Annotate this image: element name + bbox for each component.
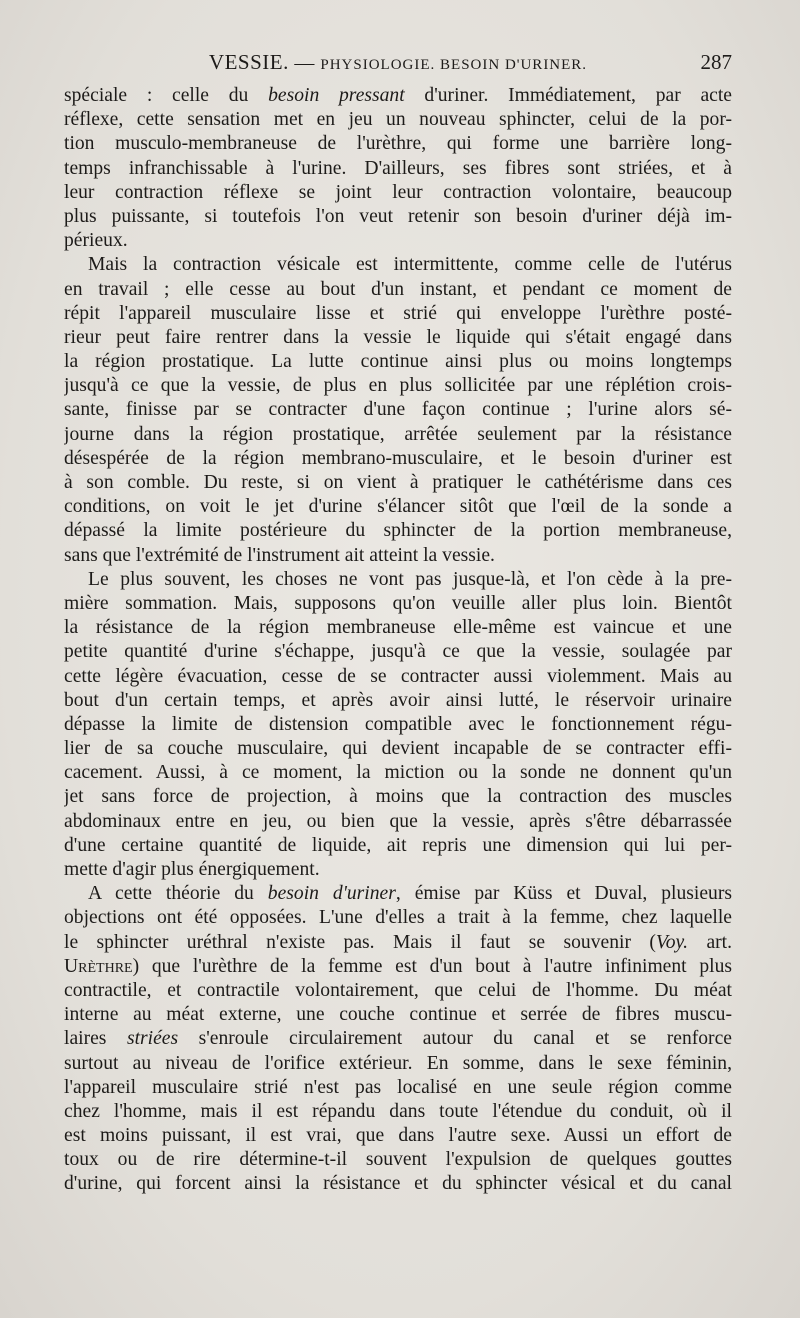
- text-line: conditions, on voit le jet d'urine s'élancer sitôt que l'œil de la sonde a: [64, 496, 732, 518]
- text-line: dépasse la limite de distension compatible avec le fonctionnement régu-: [64, 713, 732, 735]
- text-line: laires striées s'enroule circulairement autour du canal et se renforce: [64, 1028, 732, 1050]
- text-line: sans que l'extrémité de l'instrument ait atteint la vessie.: [64, 544, 495, 566]
- text-line: Urèthre) que l'urèthre de la femme est d'un bout à l'autre infiniment plus: [64, 955, 732, 977]
- text-line: désespérée de la région membrano-musculaire, et le besoin d'uriner est: [64, 447, 732, 469]
- text-line: rieur peut faire rentrer dans la vessie le liquide qui s'était engagé dans: [64, 326, 732, 348]
- text-line: lier de sa couche musculaire, qui devient incapable de se contracter effi-: [64, 738, 732, 760]
- text-line: Le plus souvent, les choses ne vont pas jusque-là, et l'on cède à la pre-: [88, 568, 732, 590]
- text-line: mière sommation. Mais, supposons qu'on veuille aller plus loin. Bientôt: [64, 592, 732, 614]
- header-title-dash: —: [294, 52, 315, 74]
- text-line: d'urine, qui forcent ainsi la résistance et du sphincter vésical et du canal: [64, 1173, 732, 1195]
- text-line: abdominaux entre en jeu, ou bien que la vessie, après s'être débarrassée: [64, 810, 732, 832]
- body-text: [64, 84, 732, 1197]
- text-line: journe dans la région prostatique, arrêtée seulement par la résistance: [64, 423, 732, 445]
- text-line: temps infranchissable à l'urine. D'ailleurs, ses fibres sont striées, et à: [64, 157, 732, 179]
- text-line: réflexe, cette sensation met en jeu un nouveau sphincter, celui de la por-: [64, 109, 732, 131]
- text-line: l'appareil musculaire strié n'est pas localisé en une seule région comme: [64, 1076, 732, 1098]
- text-line: périeux.: [64, 230, 128, 252]
- text-line: plus puissante, si toutefois l'on veut retenir son besoin d'uriner déjà im-: [64, 205, 732, 227]
- text-line: surtout au niveau de l'orifice extérieur. En somme, dans le sexe féminin,: [64, 1052, 732, 1074]
- text-line: contractile, et contractile volontairement, que celui de l'homme. Du méat: [64, 979, 732, 1001]
- text-line: leur contraction réflexe se joint leur contraction volontaire, beaucoup: [64, 181, 732, 203]
- text-line: petite quantité d'urine s'échappe, jusqu'à ce que la vessie, soulagée par: [64, 641, 732, 663]
- text-line: mette d'agir plus énergiquement.: [64, 859, 320, 880]
- text-line: cette légère évacuation, cesse de se contracter aussi violemment. Mais au: [64, 665, 732, 687]
- text-line: à son comble. Du reste, si on vient à pratiquer le cathétérisme dans ces: [64, 472, 732, 493]
- text-line: spéciale : celle du besoin pressant d'uriner. Immédiatement, par acte: [64, 85, 732, 106]
- text-line: dépassé la limite postérieure du sphincter de la portion membraneuse,: [64, 520, 732, 542]
- text-line: sante, finisse par se contracter d'une façon continue ; l'urine alors sé-: [64, 399, 732, 421]
- header-title-sub: PHYSIOLOGIE. BESOIN D'URINER.: [320, 57, 588, 73]
- text-line: interne au méat externe, une couche continue et serrée de fibres muscu-: [64, 1004, 732, 1026]
- header-title: [64, 50, 732, 75]
- text-line: la résistance de la région membraneuse elle-même est vaincue et une: [64, 617, 732, 639]
- text-line: est moins puissant, il est vrai, que dans l'autre sexe. Aussi un effort de: [64, 1125, 732, 1147]
- text-line: Mais la contraction vésicale est intermittente, comme celle de l'utérus: [88, 254, 732, 276]
- text-line: jusqu'à ce que la vessie, de plus en plus sollicitée par une réplétion crois-: [64, 375, 732, 397]
- text-line: en travail ; elle cesse au bout d'un instant, et pendant ce moment de: [64, 278, 732, 300]
- text-line: le sphincter uréthral n'existe pas. Mais il faut se souvenir (Voy. art.: [64, 931, 732, 953]
- text-line: répit l'appareil musculaire lisse et strié qui enveloppe l'urèthre posté-: [64, 302, 732, 324]
- text-line: cacement. Aussi, à ce moment, la miction ou la sonde ne donnent qu'un: [64, 762, 732, 784]
- text-line: tion musculo-membraneuse de l'urèthre, qui forme une barrière long-: [64, 133, 732, 155]
- text-line: chez l'homme, mais il est répandu dans toute l'étendue du conduit, où il: [64, 1100, 732, 1122]
- text-line: objections ont été opposées. L'une d'elles a trait à la femme, chez laquelle: [64, 907, 732, 929]
- text-line: A cette théorie du besoin d'uriner, émise par Küss et Duval, plusieurs: [88, 883, 732, 905]
- text-line: jet sans force de projection, à moins que la contraction des muscles: [64, 786, 732, 808]
- text-line: la région prostatique. La lutte continue ainsi plus ou moins longtemps: [64, 351, 732, 373]
- running-header: [64, 50, 732, 80]
- text-line: bout d'un certain temps, et après avoir ainsi lutté, le réservoir urinaire: [64, 689, 732, 711]
- text-line: toux ou de rire détermine-t-il souvent l'expulsion de quelques gouttes: [64, 1149, 732, 1171]
- header-title-main: VESSIE.: [208, 50, 289, 74]
- text-line: d'une certaine quantité de liquide, ait repris une dimension qui lui per-: [64, 834, 732, 856]
- page-number: 287: [700, 50, 732, 74]
